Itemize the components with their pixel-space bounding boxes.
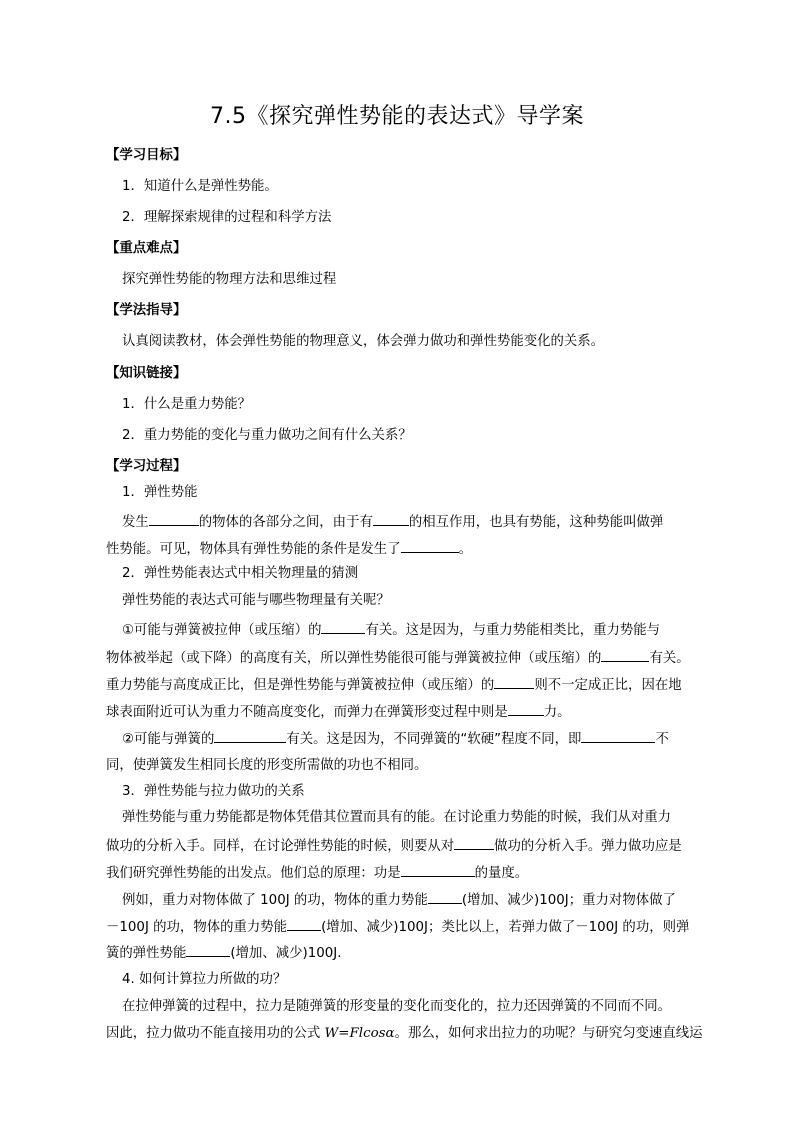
paragraph-line: 我们研究弹性势能的出发点。他们总的原理：功是 的量度。: [106, 862, 528, 884]
fill-blank: [186, 942, 230, 957]
fill-blank: [428, 889, 462, 904]
fill-blank: [373, 511, 409, 526]
fill-blank: [508, 701, 544, 716]
section-heading-knowledge-link: 【知识链接】: [106, 366, 187, 381]
link-question-2: 2．重力势能的变化与重力做功之间有什么关系？: [122, 428, 412, 443]
link-question-1: 1．什么是重力势能？: [122, 397, 252, 412]
work-formula: W=Flcosα: [324, 1026, 395, 1041]
paragraph-line: 例如，重力对物体做了 100J 的功，物体的重力势能 (增加、减少)100J；重力对物体做了: [122, 889, 676, 911]
paragraph-line: 在拉伸弹簧的过程中，拉力是随弹簧的形变量的变化而变化的，拉力还因弹簧的不同而不同。: [122, 999, 672, 1014]
section-heading-process: 【学习过程】: [106, 459, 187, 474]
section-heading-method: 【学法指导】: [106, 303, 187, 318]
paragraph-line: 弹性势能与重力势能都是物体凭借其位置而具有的能。在讨论重力势能的时候，我们从对重力: [122, 810, 672, 825]
paragraph-line: 簧的弹性势能 (增加、减少)100J.: [106, 942, 342, 964]
section-heading-key-points: 【重点难点】: [106, 241, 187, 256]
paragraph-line: 因此，拉力做功不能直接用功的公式 W=Flcosα。那么，如何求出拉力的功呢？与研究匀变速直线运: [106, 1026, 703, 1041]
paragraph-line: 物体被举起（或下降）的高度有关，所以弹性势能很可能与弹簧被拉伸（或压缩）的 有关。: [106, 647, 690, 669]
fill-blank: [401, 538, 459, 553]
process-part-4-heading: 4. 如何计算拉力所做的功？: [122, 972, 287, 987]
paragraph-line: 发生 的物体的各部分之间，由于有 的相互作用，也具有势能，这种势能叫做弹: [122, 511, 663, 533]
process-part-2-heading: 2．弹性势能表达式中相关物理量的猜测: [122, 566, 359, 581]
process-part-1-heading: 1．弹性势能: [122, 485, 198, 500]
key-point-text: 探究弹性势能的物理方法和思维过程: [122, 272, 337, 287]
method-text: 认真阅读教材，体会弹性势能的物理意义，体会弹力做功和弹性势能变化的关系。: [122, 334, 605, 349]
fill-blank: [401, 862, 475, 877]
paragraph-line: 弹性势能的表达式可能与哪些物理量有关呢？: [122, 593, 390, 608]
paragraph-line: －100J 的功，物体的重力势能 (增加、减少)100J；类比以上，若弹力做了－100J 的功，则弹: [106, 916, 689, 938]
fill-blank: [494, 674, 534, 689]
paragraph-line: ①可能与弹簧被拉伸（或压缩）的 有关。这是因为，与重力势能相类比，重力势能与: [122, 619, 660, 641]
paragraph-line: 同，使弹簧发生相同长度的形变所需做的功也不相同。: [106, 758, 428, 773]
goal-item-1: 1．知道什么是弹性势能。: [122, 179, 278, 194]
fill-blank: [601, 647, 649, 662]
paragraph-line: 球表面附近可认为重力不随高度变化，而弹力在弹簧形变过程中则是 力。: [106, 701, 571, 723]
paragraph-line: 性势能。可见，物体具有弹性势能的条件是发生了 。: [106, 538, 472, 560]
fill-blank: [149, 511, 199, 526]
paragraph-line: ②可能与弹簧的 有关。这是因为，不同弹簧的“软硬”程度不同，即 不: [122, 728, 669, 750]
section-heading-goals: 【学习目标】: [106, 148, 187, 163]
page-title: 7.5《探究弹性势能的表达式》导学案: [210, 104, 584, 129]
paragraph-line: 重力势能与高度成正比，但是弹性势能与弹簧被拉伸（或压缩）的 则不一定成正比，因在地: [106, 674, 682, 696]
fill-blank: [581, 728, 655, 743]
fill-blank: [287, 916, 321, 931]
process-part-3-heading: 3．弹性势能与拉力做功的关系: [122, 784, 305, 799]
paragraph-line: 做功的分析入手。同样，在讨论弹性势能的时候，则要从对 做功的分析入手。弹力做功应是: [106, 835, 682, 857]
fill-blank: [321, 619, 365, 634]
goal-item-2: 2．理解探索规律的过程和科学方法: [122, 210, 332, 225]
fill-blank: [214, 728, 286, 743]
fill-blank: [454, 835, 494, 850]
